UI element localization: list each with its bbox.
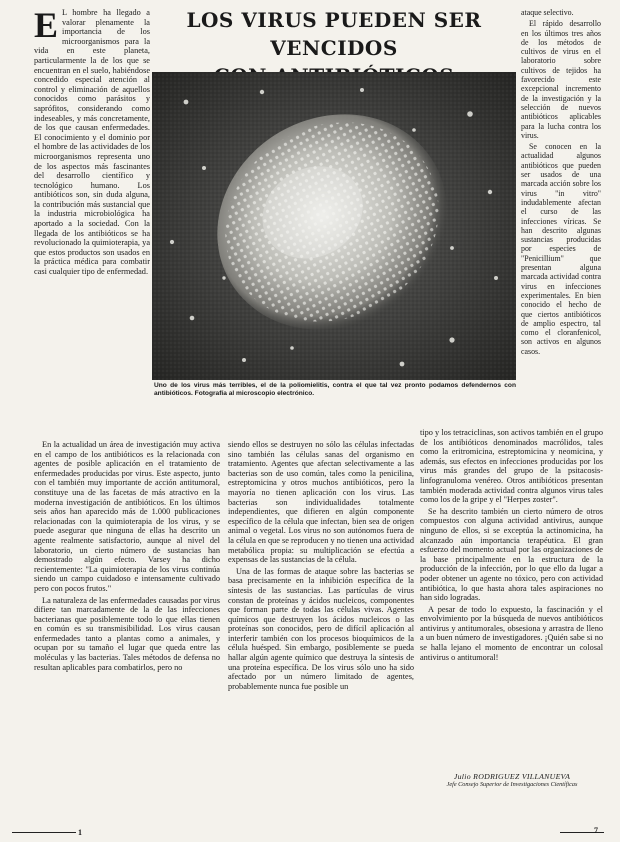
article-paragraph: L hombre ha llegado a valorar plenamente la importancia de los microorganismos para la vida en este planeta, particularmente la de los que se encuentran en el suelo, habiéndose concedido especial atención al control y eliminación de aquellos conocidos como parásitos y saprófitos, considerando como indeseables, y más concretamente, de los que causan enfermedades. El conocimiento y el dominio por el hombre de las actividades de los microorganismos representa uno de los aspectos más fascinantes del desarrollo científico y tecnológico humano. Los antibióticos son, sin duda alguna, la contribución más sustancial que la industria microbiológica ha aportado a la sociedad. Con la llegada de los antibióticos se ha revolucionado la quimioterapia, ya que estos productos son usados en la práctica médica para combatir casi cualquier tipo de enfermedad. [34,8,150,277]
article-paragraph: tipo y los tetraciclinas, son activos también en el grupo de los antibióticos denominados macrólidos, tales como la eritromicina, estreptomicina y neomicina, y además, sus efectos en infecciones producidas por los virus más grandes del grupo de la psitacosis-linfogranuloma venéreo. Otros antibióticos presentan también moderada actividad contra algunos virus tales como los de la gripe y el "Herpes zoster". [420,428,603,505]
article-column-1 [34,8,150,440]
bottom-rule-left [12,832,76,833]
article-paragraph: Una de las formas de ataque sobre las bacterias se basa precisamente en la inhibición específica de la síntesis de las sustancias. Las partículas de virus constan de proteínas y ácidos nucleicos, componentes que forman parte de todas las células vivas. Agentes químicos que destruyen los ácidos nucleicos o las proteínas son conocidos, pero de difícil aplicación al interferir también con los procesos bioquímicos de la célula huésped. Sin embargo, posiblemente se pueda hallar algún agente químico que destruya la síntesis de una proteína específica. De los virus sólo uno ha sido afectado por un número limitado de agentes, probablemente nunca fue posible un [228,566,414,691]
article-column-bottom-1 [34,440,220,820]
author-signature [422,772,602,788]
headline-line-1: LOS VIRUS PUEDEN SER VENCIDOS [186,8,482,60]
author-name: Julio RODRIGUEZ VILLANUEVA [453,772,571,781]
article-paragraph: A pesar de todo lo expuesto, la fascinación y el envolvimiento por la búsqueda de nuevos antibióticos antivirus y antitumorales, obsesiona y arrastra de lleno a un buen número de investigadores. ¡Quién sabe si no se halla lejano el momento de encontrar un colosal antivirus o antitumoral! [420,604,603,662]
article-paragraph: Se ha descrito también un cierto número de otros compuestos con alguna actividad antivirus, aunque ninguno de ellos, si se exceptúa la actinomicina, ha alcanzado aún importancia terapéutica. El gran esfuerzo del momento actual por las organizaciones de la base principalmente en la estructura de la producción de la infección, por lo que ello da lugar a poder obtener un agente no tóxico, pero con actividad antibiótica, lo que hasta ahora tales aspiraciones no han sido logradas. [420,506,603,603]
article-column-right-top [521,8,601,428]
page-mark-left: 1 [78,828,82,837]
author-title: Jefe Consejo Superior de Investigaciones Científicas [446,781,578,788]
article-paragraph: ataque selectivo. [521,8,574,17]
article-column-bottom-2 [228,440,414,820]
drop-cap: E [34,8,59,45]
virus-micrograph-image [152,72,516,380]
page-mark-right: 7 [594,826,598,835]
article-column-bottom-3 [420,428,603,820]
article-paragraph: Se conocen en la actualidad algunos antibióticos que pueden ser usados de una marcada acción sobre los virus "in vitro" indudablemente afectan el curso de las infecciones víricas. Se han descrito algunas sustancias producidas por especies de "Penicillium" que presentan alguna marcada actividad contra virus en infecciones experimentales. En bien conocido el hecho de que ciertos antibióticos de amplio espectro, tal como el cloranfenicol, son activos en algunos casos. [521,142,601,356]
virus-micrograph-photo [152,72,516,380]
article-paragraph: El rápido desarrollo en los últimos tres años de los métodos de cultivos de virus en el laboratorio sobre cultivos de tejidos ha favorecido este excepcional incremento de la investigación y la selección de nuevos antibióticos aplicables para la lucha contra los virus. [521,19,601,140]
article-paragraph: En la actualidad un área de investigación muy activa en el campo de los antibióticos es la relacionada con agentes de posible aplicación en el tratamiento de enfermedades producidas por virus. Este aspecto, junto con el también muy importante de acción antitumoral, constituye una de las facetas de más atractivo en la moderna investigación de antibióticos. En los últimos seis años han aparecido más de 1.000 publicaciones relacionadas con la quimioterapia de los virus, y se puede asegurar que ninguna de ellas ha descrito un agente realmente satisfactorio, aunque al nivel del laboratorio, un cierto número de sustancias han demostrado algún efecto. Varsey ha dicho recientemente: "La quimioterapia de los virus continúa siendo un campo cuidadoso e intensamente cultivado pero con pocos frutos." [34,440,220,593]
photo-caption: Uno de los virus más terribles, el de la poliomielitis, contra el que tal vez pronto podamos defendernos con antibióticos. Fotografía al microscopio electrónico. [154,382,516,397]
article-paragraph: siendo ellos se destruyen no sólo las células infectadas sino también las células sanas del organismo en tratamiento. Agentes que afectan selectivamente a las bacterias son de uso común, tales como la penicilina, estreptomicina y otros muchos antibióticos, pero la mayoría no tienen aplicación con los virus. Las bacterias son individualidades totalmente independientes, que difieren en algún componente específico de la célula que infectan, bien sea de origen animal o vegetal. Los virus no son autónomos fuera de la célula en que se reproducen y no tienen una actividad metabólica propia: su multiplicación se efectúa a expensas de las sustancias de la célula. [228,440,414,565]
article-paragraph: La naturaleza de las enfermedades causadas por virus difiere tan marcadamente de la de las infecciones bacterianas que posiblemente todo lo que ellas tienen en común es su transmisibilidad. Los virus causan enfermedades tanto a plantas como a animales, y ocupan por su tamaño el lugar que queda entre las moléculas y las bacterias. Tales métodos de defensa no resultan aplicables para combatirlos, pero no [34,595,220,672]
